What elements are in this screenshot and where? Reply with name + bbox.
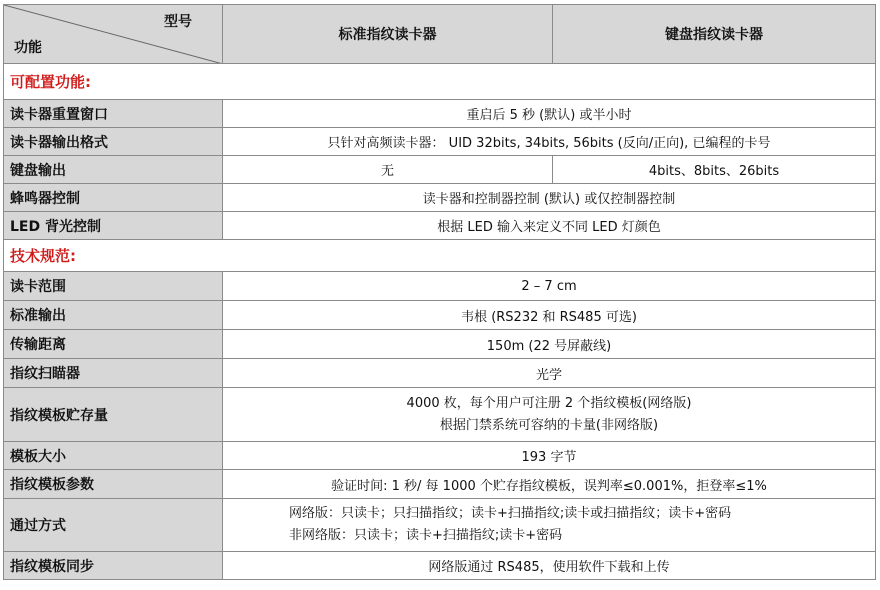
row-label: 传输距离 [4, 330, 223, 359]
row-value: 只针对高频读卡器： UID 32bits, 34bits, 56bits (反向/正向), 已编程的卡号 [223, 128, 876, 156]
table-row [4, 128, 876, 156]
corner-model-label: 型号 [164, 14, 192, 30]
table-row [4, 359, 876, 388]
table-row [4, 100, 876, 128]
row-value-standard: 无 [223, 156, 553, 184]
row-value: 重启后 5 秒 (默认) 或半小时 [223, 100, 876, 128]
table-row [4, 552, 876, 580]
row-value [223, 499, 876, 552]
row-value: 验证时间: 1 秒/ 每 1000 个贮存指纹模板，误判率≤0.001%，拒登率≤1% [223, 470, 876, 499]
row-value: 根据 LED 输入来定义不同 LED 灯颜色 [223, 212, 876, 240]
corner-function-label: 功能 [14, 40, 42, 56]
row-value-line-2: 根据门禁系统可容纳的卡量(非网络版) [439, 417, 659, 433]
table-row [4, 272, 876, 301]
row-label: 指纹模板贮存量 [4, 388, 223, 442]
section-tech-title: 技术规范: [4, 240, 876, 272]
row-label: 通过方式 [4, 499, 223, 552]
row-value: 193 字节 [223, 442, 876, 470]
row-value-line-1: 网络版：只读卡；只扫描指纹；读卡+扫描指纹;读卡或扫描指纹；读卡+密码 [289, 506, 732, 521]
table-row [4, 470, 876, 499]
row-value: 韦根 (RS232 和 RS485 可选) [223, 301, 876, 330]
table-row [4, 499, 876, 552]
row-value: 光学 [223, 359, 876, 388]
table-row [4, 212, 876, 240]
row-label: 指纹模板参数 [4, 470, 223, 499]
row-value-line-2: 非网络版：只读卡；读卡+扫描指纹;读卡+密码 [289, 528, 563, 543]
header-keypad-reader: 键盘指纹读卡器 [553, 5, 876, 64]
row-label: 模板大小 [4, 442, 223, 470]
row-label: 读卡范围 [4, 272, 223, 301]
row-value: 150m (22 号屏蔽线) [223, 330, 876, 359]
table-row [4, 184, 876, 212]
header-standard-reader: 标准指纹读卡器 [223, 5, 553, 64]
spec-table-container [3, 4, 875, 580]
section-config-row [4, 64, 876, 100]
row-value: 2 – 7 cm [223, 272, 876, 301]
corner-header-cell [4, 5, 223, 64]
row-label: 蜂鸣器控制 [4, 184, 223, 212]
section-config-title: 可配置功能: [4, 64, 876, 100]
row-value [223, 388, 876, 442]
row-label: 键盘输出 [4, 156, 223, 184]
table-row [4, 442, 876, 470]
row-value-keypad: 4bits、8bits、26bits [553, 156, 876, 184]
row-value: 网络版通过 RS485，使用软件下载和上传 [223, 552, 876, 580]
row-label: 读卡器输出格式 [4, 128, 223, 156]
row-value: 读卡器和控制器控制 (默认) 或仅控制器控制 [223, 184, 876, 212]
row-label: 读卡器重置窗口 [4, 100, 223, 128]
spec-table [3, 4, 876, 580]
table-row [4, 388, 876, 442]
row-label: LED 背光控制 [4, 212, 223, 240]
row-label: 标准输出 [4, 301, 223, 330]
header-row [4, 5, 876, 64]
section-tech-row [4, 240, 876, 272]
table-row [4, 301, 876, 330]
table-row [4, 156, 876, 184]
table-row [4, 330, 876, 359]
row-value-line-1: 4000 枚，每个用户可注册 2 个指纹模板(网络版) [406, 395, 692, 411]
row-label: 指纹扫瞄器 [4, 359, 223, 388]
row-label: 指纹模板同步 [4, 552, 223, 580]
